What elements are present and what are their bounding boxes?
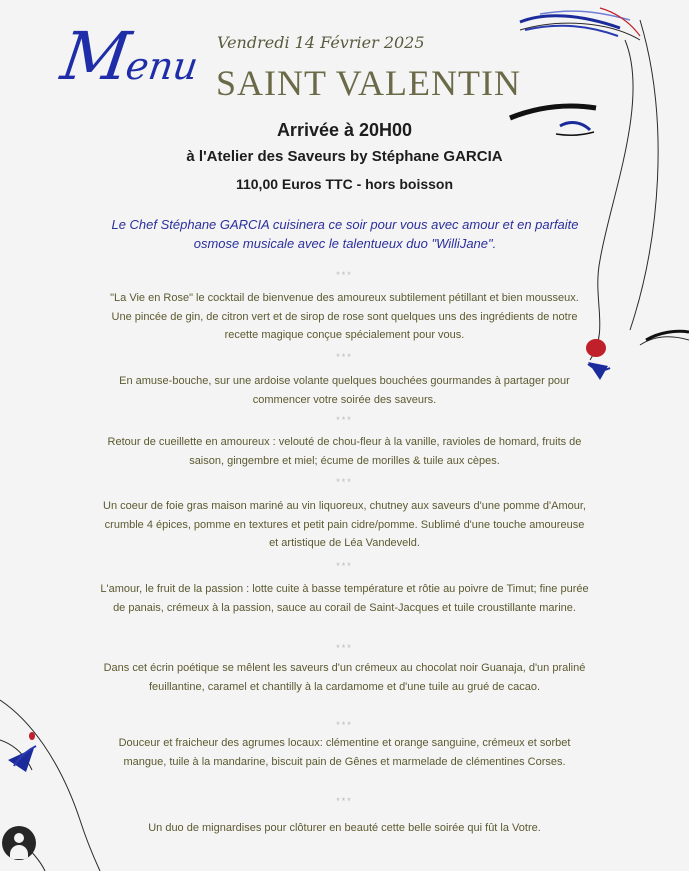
separator: *** [336,561,353,571]
course-chocolate: Dans cet écrin poétique se mêlent les saveurs d'un crémeux au chocolat noir Guanaja, d'un praliné feuillantine, caramel et chantilly à la cardamome et d'une tuile au grué de cacao. [103,662,586,693]
menu-script-title [57,18,205,95]
menu-rest: enu [123,44,201,88]
menu-initial: M [56,18,134,95]
profile-avatar-icon[interactable] [2,826,36,860]
price-line: 110,00 Euros TTC - hors boisson [235,176,454,192]
course-citrus-dessert: Douceur et fraicheur des agrumes locaux: clémentine et orange sanguine, crémeux et sorbet mangue, tuile à la mandarine, biscuit pain de Gênes et marmelade de clémentines Corses. [118,737,571,768]
separator: *** [336,352,353,362]
course-mignardises: Un duo de mignardises pour clôturer en beauté cette belle soirée qui fût la Votre. [148,822,541,834]
blue-brush-scribble-top [520,8,640,36]
course-starter: Retour de cueillette en amoureux : velouté de chou-fleur à la vanille, ravioles de homard, fruits de saison, gingembre et miel; écume de morilles & tuile aux cèpes. [107,436,582,467]
course-main: L'amour, le fruit de la passion : lotte cuite à basse température et rôtie au poivre de Timut; fine purée de panais, crémeux à la passion, sauce au corail de Saint-Jacques et tuile croustillante marine. [100,583,589,614]
separator: *** [336,477,353,487]
arrival-time: Arrivée à 20H00 [276,120,413,140]
event-title: SAINT VALENTIN [216,63,522,103]
separator: *** [336,720,353,730]
separator: *** [336,270,353,280]
separator: *** [336,643,353,653]
avatar-body-shape [10,845,28,859]
chef-intro: Le Chef Stéphane GARCIA cuisinera ce soir pour vous avec amour et en parfaite osmose musicale avec le talentueux duo "WilliJane". [111,217,579,251]
separator: *** [336,415,353,425]
eyebrow-stroke [510,106,596,118]
course-foie-gras: Un coeur de foie gras maison mariné au vin liquoreux, chutney aux saveurs d'une pomme d'Amour, crumble 4 épices, pomme en textures et petit pain cidre/pomme. Sublimé d'une touche amoureuse et artistique de Léa Vandeveld. [103,500,586,549]
course-amuse-bouche: En amuse-bouche, sur une ardoise volante quelques bouchées gourmandes à partager pour commencer votre soirée des saveurs. [119,375,570,406]
course-cocktail: "La Vie en Rose" le cocktail de bienvenue des amoureux subtilement pétillant et bien mousseux. Une pincée de gin, de citron vert et de sirop de rose sont quelques uns des ingrédients de notre recette magique conçue spécialement pour vous. [110,292,579,341]
right-eyelash-stroke [646,331,689,340]
event-date: Vendredi 14 Février 2025 [217,33,425,52]
venue-name: à l'Atelier des Saveurs by Stéphane GARCIA [186,148,503,165]
blue-brush-left [8,732,36,772]
avatar-head-shape [14,833,24,843]
separator: *** [336,796,353,806]
